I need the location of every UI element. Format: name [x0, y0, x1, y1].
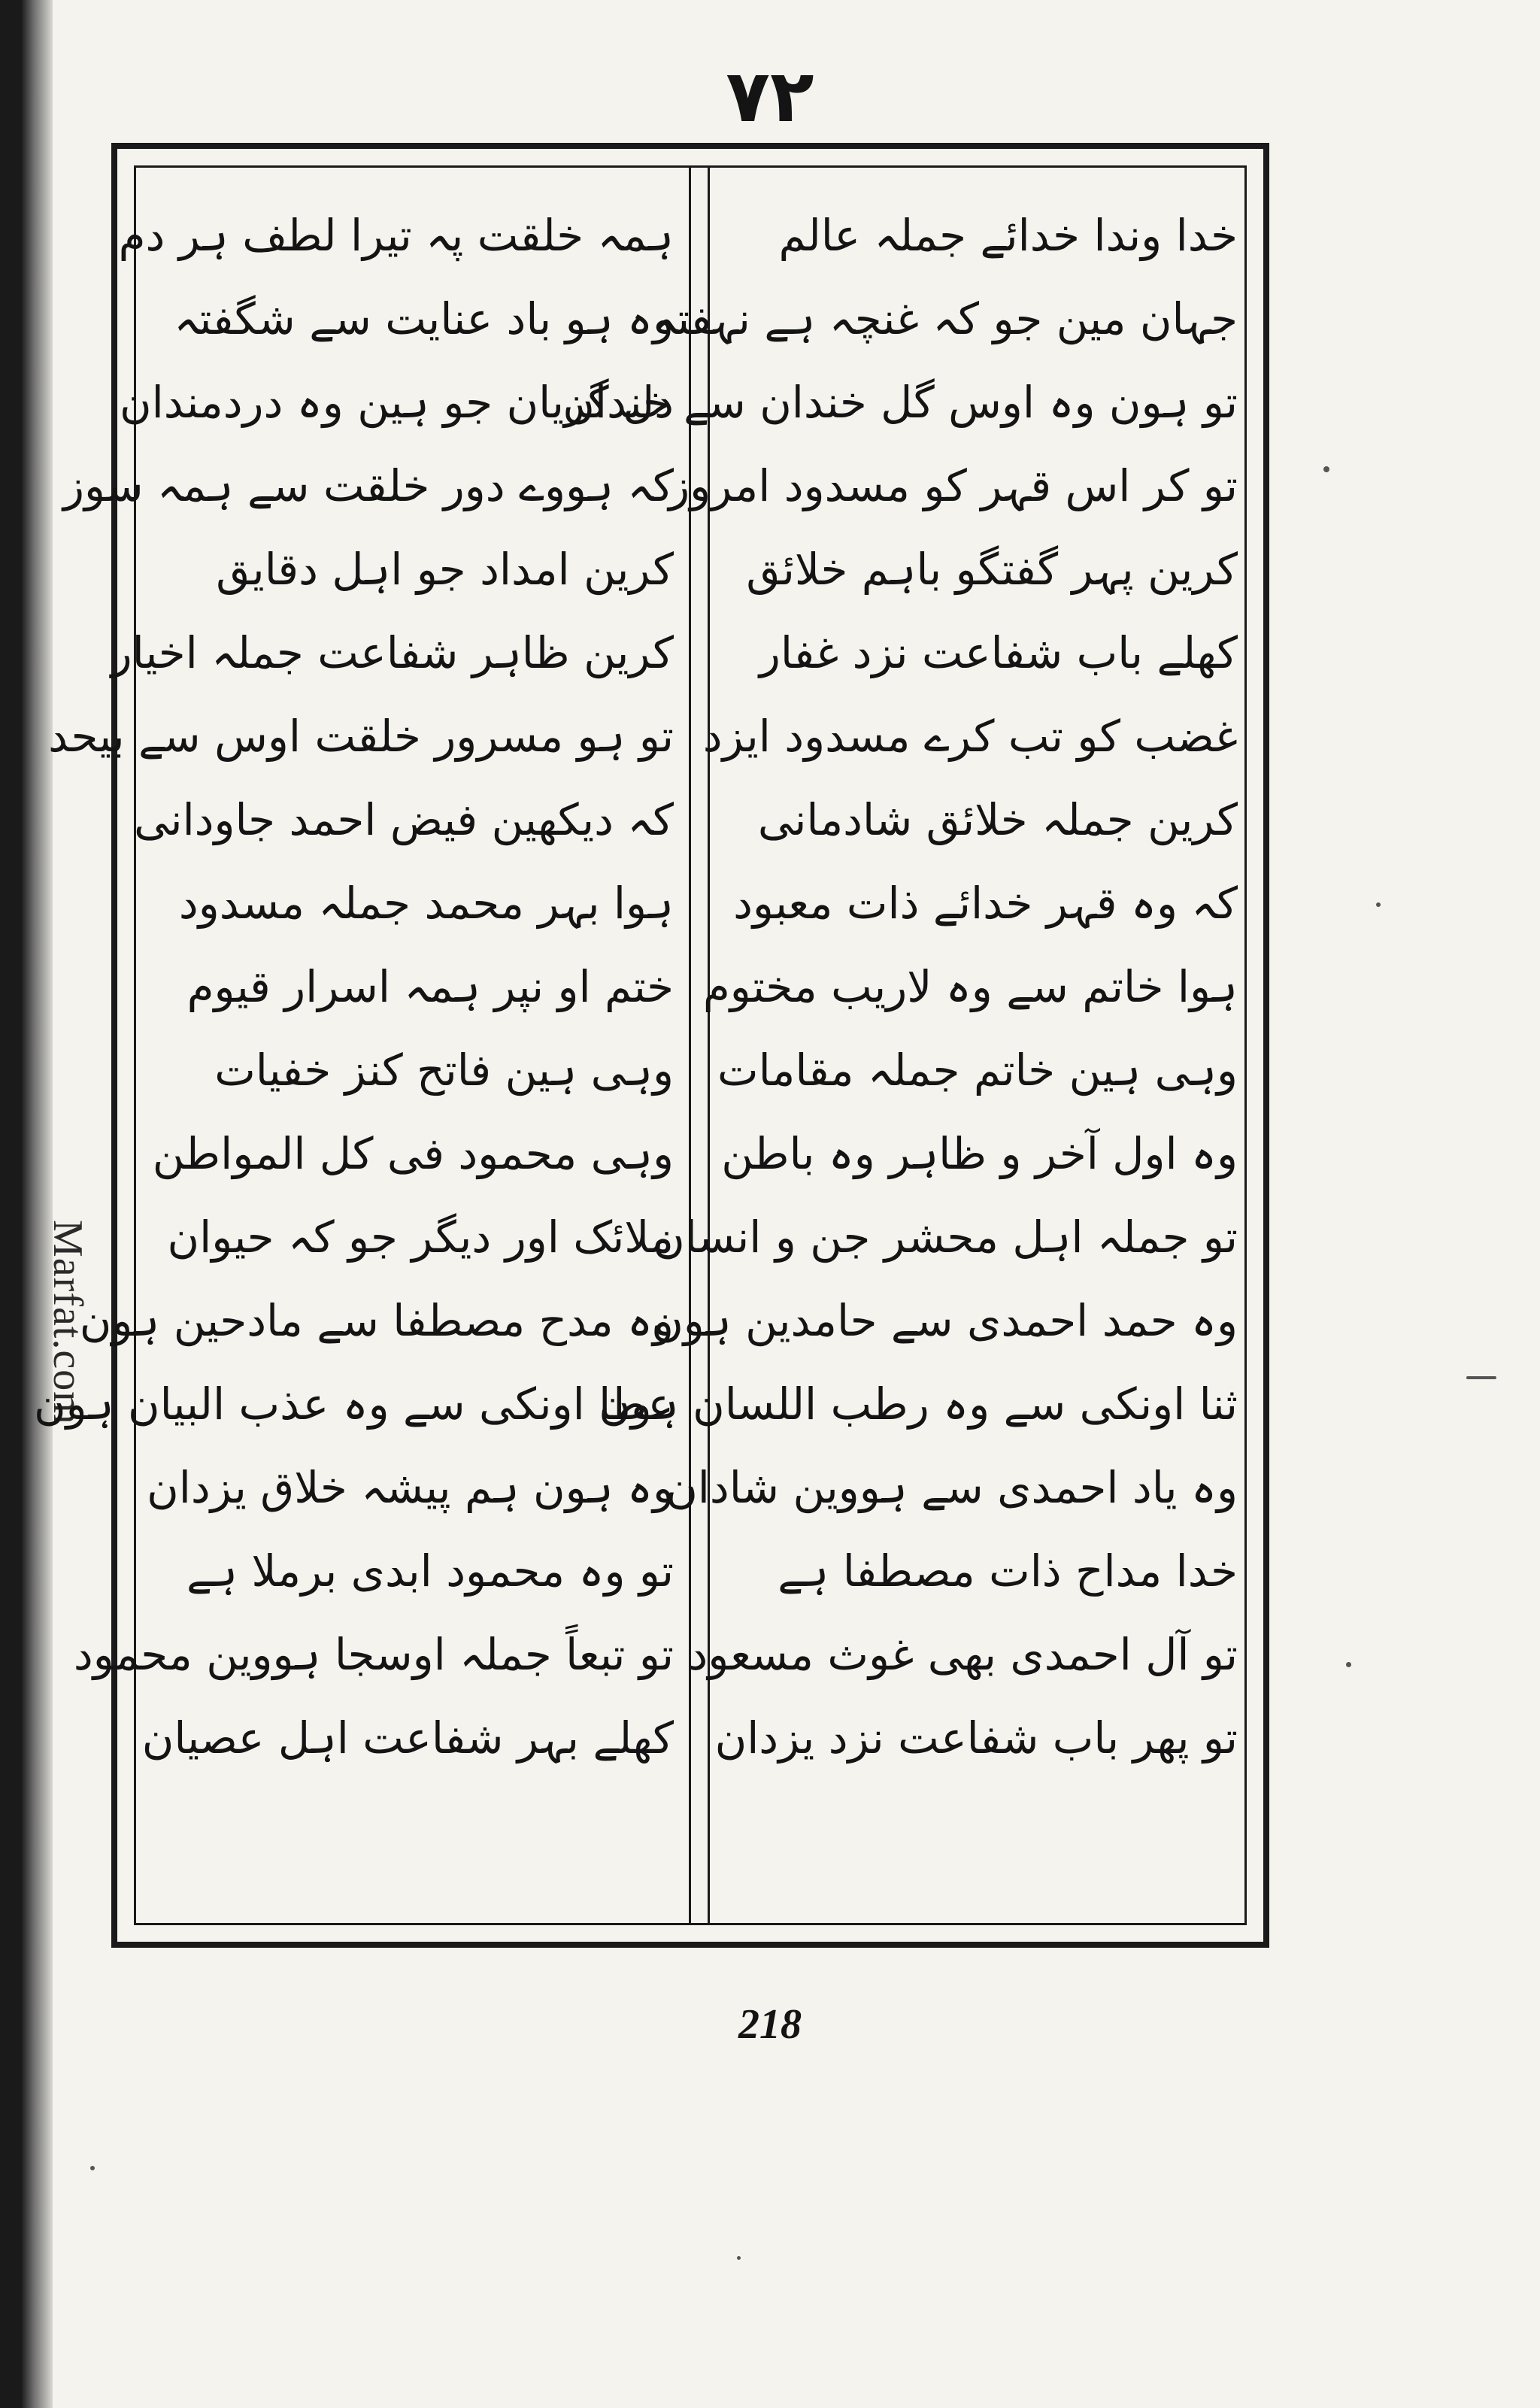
verse-line: خدا وندا خدائے جملہ عالم [778, 210, 1238, 261]
verse-line: ہوا خاتم سے وہ لاریب مختوم [702, 961, 1238, 1012]
verse-line: کھلے بہر شفاعت اہل عصیان [141, 1712, 674, 1764]
verse-line: ملائک اور دیگر جو کہ حیوان [167, 1212, 674, 1263]
paper-speck [1376, 902, 1381, 907]
right-column [562, 194, 1238, 1780]
verse-line: وہ اول آخر و ظاہر وہ باطن [721, 1128, 1238, 1179]
verse-line: عطا اونکی سے وہ عذب البیان ہون [34, 1378, 674, 1430]
verse-line: وہ ہو باد عنایت سے شگفتہ [174, 293, 674, 344]
verse-line: ہوا بہر محمد جملہ مسدود [178, 878, 674, 929]
verse-line: تو ہون وہ اوس گل خندان سے خندان [562, 377, 1238, 428]
verse-line: وہی ہین فاتح کنز خفیات [214, 1045, 674, 1096]
verse-line: تو ہو مسرور خلقت اوس سے بیحد [48, 711, 674, 762]
verse-line: ثنا اونکی سے وہ رطب اللسان ہون [599, 1378, 1238, 1430]
verse-line: تو آل احمدی بھی غوث مسعود [688, 1629, 1238, 1680]
paper-speck [737, 2256, 741, 2260]
verse-line: کہ وہ قہر خدائے ذات معبود [733, 878, 1238, 929]
verse-line: تو پھر باب شفاعت نزد یزدان [714, 1712, 1238, 1764]
verse-line: وہی محمود فی کل المواطن [152, 1128, 674, 1179]
verse-line: کرین جملہ خلائق شادمانی [757, 794, 1238, 845]
paper-speck [1346, 1662, 1351, 1667]
verse-line: کرین امداد جو اہل دقایق [216, 544, 674, 595]
verse-line: غضب کو تب کرے مسدود ایزد [702, 711, 1238, 762]
verse-line: کہ ہووے دور خلقت سے ہمہ سوز [63, 460, 674, 511]
verse-line: تو کر اس قہر کو مسدود امروز [668, 460, 1238, 511]
verse-line: تو تبعاً جملہ اوسجا ہووین محمود [73, 1629, 674, 1680]
verse-line: کہ دیکھین فیض احمد جاودانی [134, 794, 674, 845]
paper-speck [90, 2166, 95, 2170]
verse-line: کرین ظاہر شفاعت جملہ اخیار [111, 627, 674, 678]
watermark: Marfat.com [44, 1220, 91, 1425]
verse-line: وہی ہین خاتم جملہ مقامات [717, 1045, 1238, 1096]
paper-speck [1323, 466, 1329, 472]
verse-line: خدا مداح ذات مصطفا ہے [778, 1545, 1238, 1597]
verse-line: تو جملہ اہل محشر جن و انسان [653, 1212, 1238, 1263]
page-header-number: ۷۲ [726, 54, 814, 138]
verse-line: وہ حمد احمدی سے حامدین ہون [651, 1295, 1238, 1346]
verse-line: کھلے باب شفاعت نزد غفار [759, 627, 1238, 678]
page-number: 218 [738, 2001, 802, 2048]
verse-line: ختم او نپر ہمہ اسرار قیوم [186, 961, 674, 1012]
verse-line: وہ مدح مصطفا سے مادحین ہون [79, 1295, 674, 1346]
verse-line: وہ ہون ہم پیشہ خلاق یزدان [147, 1462, 674, 1513]
verse-line: دل گریان جو ہین وہ دردمندان [119, 377, 674, 428]
verse-line: تو وہ محمود ابدی برملا ہے [186, 1545, 674, 1597]
verse-line: وہ یاد احمدی سے ہووین شادان [665, 1462, 1238, 1513]
paper-speck [1466, 1376, 1496, 1379]
verse-line: ہمہ خلقت پہ تیرا لطف ہر دم [118, 210, 674, 261]
verse-line: جہان مین جو کہ غنچہ ہے نہفتہ [651, 293, 1238, 344]
verse-line: کرین پہر گفتگو باہم خلائق [746, 544, 1238, 595]
